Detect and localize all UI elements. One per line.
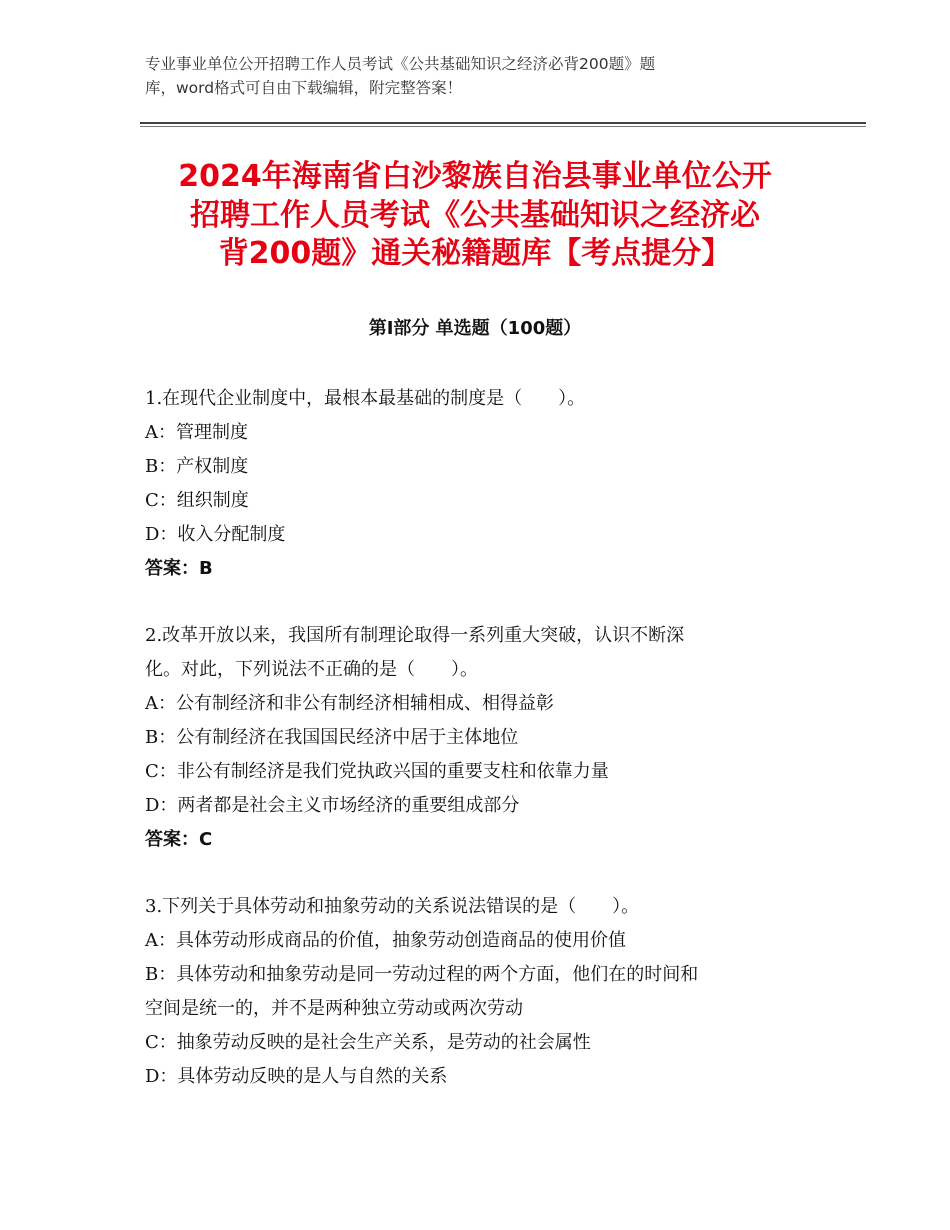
option-line: C：组织制度 bbox=[145, 490, 249, 511]
header-note-line-1: 专业事业单位公开招聘工作人员考试《公共基础知识之经济必背200题》题 bbox=[145, 55, 656, 73]
option-line: B：具体劳动和抽象劳动是同一劳动过程的两个方面，他们在的时间和 bbox=[145, 964, 699, 985]
option-line: D：具体劳动反映的是人与自然的关系 bbox=[145, 1066, 448, 1087]
header-note-line-2: 库，word格式可自由下载编辑，附完整答案！ bbox=[145, 79, 463, 97]
question-item bbox=[145, 619, 815, 857]
header-divider-thick bbox=[140, 122, 866, 124]
document-title bbox=[130, 158, 820, 274]
option-line: C：抽象劳动反映的是社会生产关系，是劳动的社会属性 bbox=[145, 1032, 591, 1053]
section-title: 第Ⅰ部分 单选题（100题） bbox=[368, 318, 582, 339]
option-line: D：收入分配制度 bbox=[145, 524, 286, 545]
document-title-line-3: 背200题》通关秘籍题库【考点提分】 bbox=[218, 236, 732, 271]
header-note bbox=[145, 52, 785, 100]
option-line: B：公有制经济在我国国民经济中居于主体地位 bbox=[145, 727, 519, 748]
option-line: A：管理制度 bbox=[145, 422, 248, 443]
option-line: A：具体劳动形成商品的价值，抽象劳动创造商品的使用价值 bbox=[145, 930, 626, 951]
option-line: C：非公有制经济是我们党执政兴国的重要支柱和依靠力量 bbox=[145, 761, 609, 782]
question-item bbox=[145, 890, 815, 1094]
option-line: B：产权制度 bbox=[145, 456, 249, 477]
document-title-line-2: 招聘工作人员考试《公共基础知识之经济必 bbox=[190, 197, 760, 233]
question-stem-line: 化。对此，下列说法不正确的是（ ）。 bbox=[145, 659, 478, 680]
question-stem-line: 3.下列关于具体劳动和抽象劳动的关系说法错误的是（ ）。 bbox=[145, 896, 640, 917]
answer-label: 答案：C bbox=[145, 829, 213, 850]
question-stem-line: 2.改革开放以来，我国所有制理论取得一系列重大突破，认识不断深 bbox=[145, 625, 685, 646]
question-stem-line: 1.在现代企业制度中，最根本最基础的制度是（ ）。 bbox=[145, 388, 586, 409]
option-line: A：公有制经济和非公有制经济相辅相成、相得益彰 bbox=[145, 693, 554, 714]
question-list bbox=[145, 382, 815, 1127]
option-line: 空间是统一的，并不是两种独立劳动或两次劳动 bbox=[145, 998, 523, 1019]
header-divider-thin bbox=[140, 126, 866, 127]
answer-label: 答案：B bbox=[145, 558, 213, 579]
question-item bbox=[145, 382, 815, 586]
document-title-line-1: 2024年海南省白沙黎族自治县事业单位公开 bbox=[178, 159, 772, 194]
option-line: D：两者都是社会主义市场经济的重要组成部分 bbox=[145, 795, 520, 816]
